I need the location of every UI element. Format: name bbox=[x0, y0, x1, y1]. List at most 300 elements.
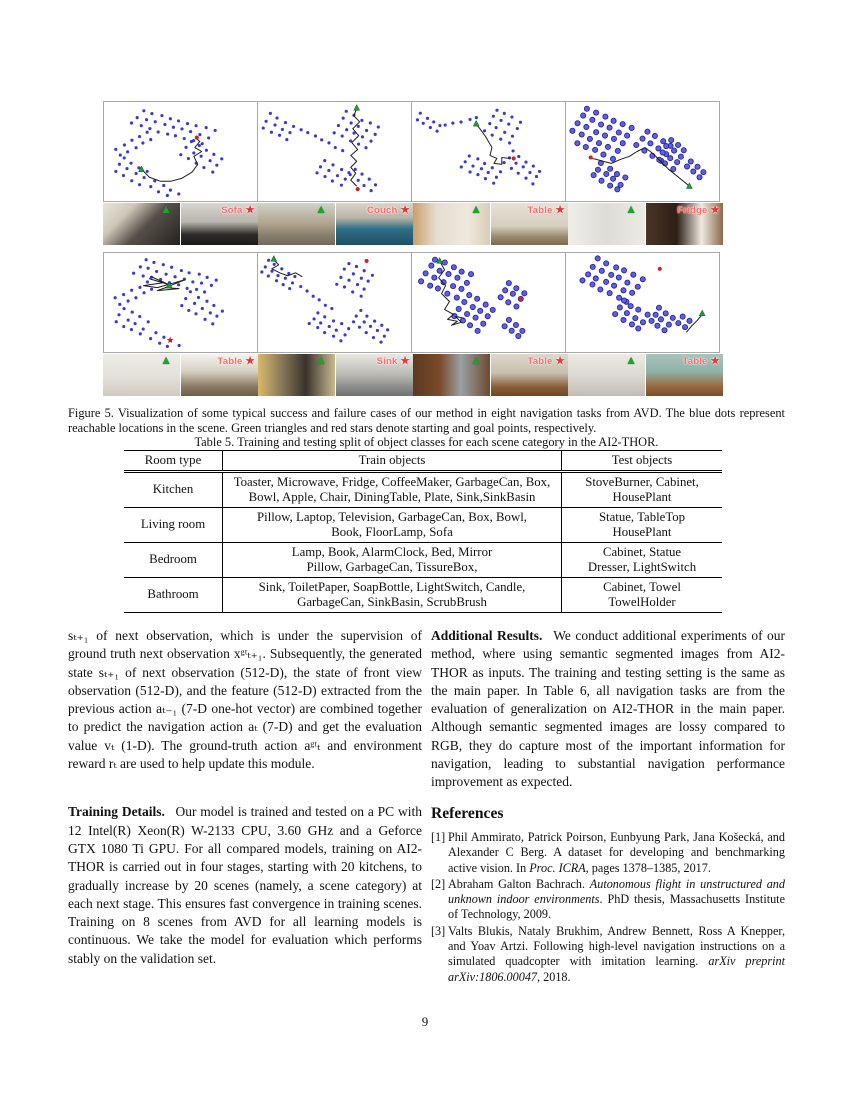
reachable-location-dot bbox=[211, 322, 214, 325]
trajectory-path bbox=[272, 260, 303, 277]
reachable-location-dot bbox=[595, 256, 600, 261]
reachable-location-dot bbox=[492, 115, 495, 118]
start-view-photo bbox=[258, 203, 335, 245]
reachable-location-dot bbox=[506, 317, 511, 322]
reachable-location-dot bbox=[423, 271, 428, 276]
reference-number: [3] bbox=[431, 923, 446, 938]
reachable-location-dot bbox=[374, 133, 377, 136]
reachable-location-dot bbox=[315, 171, 318, 174]
goal-dot-marker bbox=[658, 267, 662, 271]
reachable-location-dot bbox=[499, 138, 502, 141]
reference-italic-text: arXiv preprint arXiv:1806.00047 bbox=[448, 954, 786, 984]
reachable-location-dot bbox=[327, 141, 330, 144]
reachable-location-dot bbox=[671, 166, 676, 171]
navigation-map bbox=[566, 253, 719, 352]
reachable-location-dot bbox=[134, 322, 137, 325]
scatter-row bbox=[103, 101, 723, 202]
trajectory-path bbox=[476, 124, 510, 165]
reachable-location-dot bbox=[614, 171, 619, 176]
reachable-location-dot bbox=[276, 274, 279, 277]
left-column bbox=[68, 627, 422, 968]
reference-text: . PhD thesis, Massachusetts Institute of Technology, 2009. bbox=[448, 892, 785, 922]
page-number: 9 bbox=[421, 1014, 429, 1029]
reachable-location-dot bbox=[607, 125, 612, 130]
reachable-location-dot bbox=[480, 167, 483, 170]
reachable-location-dot bbox=[383, 335, 386, 338]
reachable-location-dot bbox=[581, 113, 586, 118]
reachable-location-dot bbox=[380, 324, 383, 327]
reachable-location-dot bbox=[617, 305, 622, 310]
reachable-location-dot bbox=[481, 321, 486, 326]
reachable-location-dot bbox=[157, 130, 160, 133]
photo-pair bbox=[103, 354, 258, 396]
reachable-location-dot bbox=[506, 300, 511, 305]
table-header-test: Test objects bbox=[562, 451, 723, 472]
reachable-location-dot bbox=[476, 157, 479, 160]
reachable-location-dot bbox=[142, 291, 145, 294]
reachable-location-dot bbox=[281, 128, 284, 131]
reachable-location-dot bbox=[198, 133, 201, 136]
reachable-location-dot bbox=[114, 148, 117, 151]
start-triangle-icon: ▲ bbox=[315, 354, 327, 367]
reachable-location-dot bbox=[186, 287, 189, 290]
reachable-location-dot bbox=[293, 275, 296, 278]
reachable-location-dot bbox=[605, 144, 610, 149]
reachable-location-dot bbox=[146, 131, 149, 134]
reachable-location-dot bbox=[347, 279, 350, 282]
reachable-location-dot bbox=[386, 328, 389, 331]
reachable-location-dot bbox=[584, 106, 589, 111]
reachable-location-dot bbox=[676, 321, 681, 326]
reachable-location-dot bbox=[150, 112, 153, 115]
reachable-location-dot bbox=[611, 176, 616, 181]
reachable-location-dot bbox=[131, 311, 134, 314]
reachable-location-dot bbox=[115, 320, 118, 323]
reachable-location-dot bbox=[625, 133, 630, 138]
goal-object-label: Table ★ bbox=[527, 355, 565, 367]
reachable-location-dot bbox=[364, 146, 367, 149]
reachable-location-dot bbox=[455, 275, 460, 280]
reachable-location-dot bbox=[624, 311, 629, 316]
reachable-location-dot bbox=[160, 114, 163, 117]
reachable-location-dot bbox=[357, 142, 360, 145]
reachable-location-dot bbox=[130, 179, 133, 182]
cell-train-objects: Lamp, Book, AlarmClock, Bed, Mirror Pillow, GarbageCan, TissureBox, bbox=[223, 542, 562, 577]
reachable-location-dot bbox=[495, 126, 498, 129]
reachable-location-dot bbox=[142, 176, 145, 179]
reachable-location-dot bbox=[166, 194, 169, 197]
goal-star-icon: ★ bbox=[400, 204, 410, 216]
reachable-location-dot bbox=[206, 276, 209, 279]
reachable-location-dot bbox=[292, 125, 295, 128]
reachable-location-dot bbox=[636, 307, 641, 312]
reachable-location-dot bbox=[369, 140, 372, 143]
reachable-location-dot bbox=[422, 122, 425, 125]
reachable-location-dot bbox=[517, 155, 520, 158]
goal-star-icon: ★ bbox=[245, 204, 255, 216]
reachable-location-dot bbox=[601, 152, 606, 157]
reachable-location-dot bbox=[192, 151, 195, 154]
reachable-location-dot bbox=[352, 272, 355, 275]
reachable-location-dot bbox=[656, 146, 661, 151]
reachable-location-dot bbox=[491, 166, 494, 169]
reachable-location-dot bbox=[323, 175, 326, 178]
reachable-location-dot bbox=[343, 285, 346, 288]
reachable-location-dot bbox=[319, 321, 322, 324]
reachable-location-dot bbox=[648, 141, 653, 146]
reachable-location-dot bbox=[340, 184, 343, 187]
reachable-location-dot bbox=[191, 280, 194, 283]
reachable-location-dot bbox=[136, 116, 139, 119]
reachable-location-dot bbox=[538, 170, 541, 173]
reachable-location-dot bbox=[507, 122, 510, 125]
reachable-location-dot bbox=[184, 146, 187, 149]
reachable-location-dot bbox=[333, 131, 336, 134]
navigation-map bbox=[566, 102, 719, 201]
reference-text: , pages 1378–1385, 2017. bbox=[585, 860, 711, 875]
scatter-panel-sink bbox=[257, 252, 412, 353]
reachable-location-dot bbox=[595, 167, 600, 172]
reachable-location-dot bbox=[178, 344, 181, 347]
trajectory-path bbox=[351, 109, 360, 186]
reachable-location-dot bbox=[123, 156, 126, 159]
reachable-location-dot bbox=[429, 263, 434, 268]
reachable-location-dot bbox=[339, 339, 342, 342]
reachable-location-dot bbox=[357, 125, 360, 128]
reachable-location-dot bbox=[343, 333, 346, 336]
reachable-location-dot bbox=[203, 318, 206, 321]
reachable-location-dot bbox=[200, 282, 203, 285]
reachable-location-dot bbox=[475, 328, 480, 333]
reachable-location-dot bbox=[678, 154, 683, 159]
reachable-location-dot bbox=[180, 269, 183, 272]
reachable-location-dot bbox=[358, 326, 361, 329]
training-details-body: Our model is trained and tested on a PC with 12 Intel(R) Xeon(R) W-2133 CPU, 3.60 GHz and a Geforce GTX 1080 Ti GPU. For all compared models, training on AI2-THOR is carried out in four stages, starting with 20 kitchens, to gradually increase by 20 scenes (namely, a scene category) at each next stage. This ensures fast convergence in training scenes. Training on 8 scenes from AVD for all learning models is continuous. We take the model for evaluation which performs stably on the validation set. bbox=[68, 804, 422, 966]
reachable-location-dot bbox=[328, 325, 331, 328]
reachable-location-dot bbox=[337, 124, 340, 127]
reachable-location-dot bbox=[484, 177, 487, 180]
reachable-location-dot bbox=[197, 296, 200, 299]
reachable-location-dot bbox=[462, 299, 467, 304]
reachable-location-dot bbox=[141, 141, 144, 144]
reachable-location-dot bbox=[122, 293, 125, 296]
reachable-location-dot bbox=[634, 142, 639, 147]
reachable-location-dot bbox=[614, 265, 619, 270]
table-5-caption: Table 5. Training and testing split of object classes for each scene category in the AI2-THOR. bbox=[194, 435, 659, 449]
goal-object-label: Table ★ bbox=[217, 355, 255, 367]
reachable-location-dot bbox=[201, 142, 204, 145]
reachable-location-dot bbox=[177, 119, 180, 122]
table-body bbox=[124, 471, 722, 612]
cell-test-objects: Statue, TableTop HousePlant bbox=[562, 507, 723, 542]
reachable-location-dot bbox=[149, 138, 152, 141]
reachable-location-dot bbox=[495, 109, 498, 112]
reachable-location-dot bbox=[359, 309, 362, 312]
reachable-location-dot bbox=[323, 159, 326, 162]
reachable-location-dot bbox=[459, 269, 464, 274]
reachable-location-dot bbox=[570, 128, 575, 133]
reachable-location-dot bbox=[520, 328, 525, 333]
reachable-location-dot bbox=[347, 327, 350, 330]
reachable-location-dot bbox=[205, 300, 208, 303]
reachable-location-dot bbox=[591, 173, 596, 178]
reachable-location-dot bbox=[475, 296, 480, 301]
reachable-location-dot bbox=[209, 159, 212, 162]
scatter-panel-table bbox=[411, 101, 566, 202]
reachable-location-dot bbox=[467, 323, 472, 328]
reference-italic-text: Proc. ICRA bbox=[529, 860, 586, 875]
reachable-location-dot bbox=[594, 130, 599, 135]
reachable-location-dot bbox=[162, 184, 165, 187]
reachable-location-dot bbox=[318, 298, 321, 301]
reachable-location-dot bbox=[275, 116, 278, 119]
reachable-location-dot bbox=[221, 310, 224, 313]
reachable-location-dot bbox=[335, 283, 338, 286]
reachable-location-dot bbox=[285, 138, 288, 141]
reachable-location-dot bbox=[370, 189, 373, 192]
reachable-location-dot bbox=[127, 318, 130, 321]
reachable-location-dot bbox=[278, 134, 281, 137]
reachable-location-dot bbox=[630, 290, 635, 295]
reachable-location-dot bbox=[371, 274, 374, 277]
reachable-location-dot bbox=[323, 315, 326, 318]
reachable-location-dot bbox=[628, 304, 633, 309]
reachable-location-dot bbox=[142, 274, 145, 277]
reachable-location-dot bbox=[658, 317, 663, 322]
reachable-location-dot bbox=[139, 332, 142, 335]
reachable-location-dot bbox=[681, 148, 686, 153]
reachable-location-dot bbox=[376, 329, 379, 332]
figure-5-caption: Figure 5. Visualization of some typical success and failure cases of our method in eight navigation tasks from AVD. The blue dots represent reachable locations in the scene. Green triangles and red stars denote starting and goal points, respectively. bbox=[68, 406, 785, 435]
navigation-map bbox=[104, 253, 257, 352]
training-details-paragraph bbox=[68, 803, 422, 968]
reachable-location-dot bbox=[188, 271, 191, 274]
reachable-location-dot bbox=[531, 182, 534, 185]
reachable-location-dot bbox=[129, 162, 132, 165]
reachable-location-dot bbox=[599, 178, 604, 183]
scatter-row bbox=[103, 252, 723, 353]
reachable-location-dot bbox=[299, 285, 302, 288]
reachable-location-dot bbox=[135, 146, 138, 149]
reachable-location-dot bbox=[214, 129, 217, 132]
reachable-location-dot bbox=[616, 130, 621, 135]
reachable-location-dot bbox=[201, 307, 204, 310]
reachable-location-dot bbox=[645, 129, 650, 134]
reachable-location-dot bbox=[635, 284, 640, 289]
reachable-location-dot bbox=[180, 127, 183, 130]
reachable-location-dot bbox=[114, 296, 117, 299]
reachable-location-dot bbox=[511, 149, 514, 152]
reachable-location-dot bbox=[653, 312, 658, 317]
reachable-location-dot bbox=[608, 183, 613, 188]
reachable-location-dot bbox=[267, 259, 270, 262]
cell-room-type: Bedroom bbox=[124, 542, 223, 577]
goal-dot-marker bbox=[195, 136, 199, 140]
reachable-location-dot bbox=[212, 153, 215, 156]
reachable-location-dot bbox=[429, 126, 432, 129]
reachable-location-dot bbox=[377, 125, 380, 128]
reachable-location-dot bbox=[300, 128, 303, 131]
reachable-location-dot bbox=[209, 311, 212, 314]
photo-pair bbox=[258, 354, 413, 396]
navigation-map bbox=[104, 102, 257, 201]
reachable-location-dot bbox=[682, 325, 687, 330]
reachable-location-dot bbox=[602, 133, 607, 138]
reachable-location-dot bbox=[465, 311, 470, 316]
reachable-location-dot bbox=[598, 287, 603, 292]
reachable-location-dot bbox=[345, 128, 348, 131]
reachable-location-dot bbox=[157, 190, 160, 193]
reachable-location-dot bbox=[620, 141, 625, 146]
reachable-location-dot bbox=[451, 265, 456, 270]
reachable-location-dot bbox=[604, 279, 609, 284]
reachable-location-dot bbox=[341, 149, 344, 152]
additional-results-body: We conduct additional experiments of our method, where using semantic segmented images from AI2-THOR as inputs. The training and testing setting is the same as the main paper. In Table 6, all navigation tasks are from the evaluation of generalization on AI2-THOR in the main paper. Although semantic segmented images are lossy compared to RGB, they do capture most of the important information for navigation, leading to substantial navigation performance improvement as expected. bbox=[431, 628, 785, 790]
figure-5 bbox=[103, 101, 723, 396]
reachable-location-dot bbox=[445, 291, 450, 296]
reachable-location-dot bbox=[127, 299, 130, 302]
reachable-location-dot bbox=[471, 164, 474, 167]
reachable-location-dot bbox=[519, 121, 522, 124]
reachable-location-dot bbox=[580, 278, 585, 283]
reachable-location-dot bbox=[369, 325, 372, 328]
references-heading: References bbox=[431, 804, 504, 822]
navigation-map bbox=[258, 102, 411, 201]
start-view-photo bbox=[258, 354, 335, 396]
reachable-location-dot bbox=[138, 135, 141, 138]
reachable-location-dot bbox=[437, 268, 442, 273]
reachable-location-dot bbox=[324, 304, 327, 307]
reachable-location-dot bbox=[174, 134, 177, 137]
reachable-location-dot bbox=[594, 110, 599, 115]
reachable-location-dot bbox=[355, 314, 358, 317]
reachable-location-dot bbox=[357, 179, 360, 182]
reference-text: Phil Ammirato, Patrick Poirson, Eunbyung Park, Jana Košecká, and Alexander C Berg. A dataset for developing and benchmarking active vision. In bbox=[448, 829, 785, 875]
goal-view-photo bbox=[491, 203, 568, 245]
reachable-location-dot bbox=[123, 143, 126, 146]
trajectory-path bbox=[142, 139, 202, 182]
reachable-location-dot bbox=[516, 333, 521, 338]
reachable-location-dot bbox=[468, 118, 471, 121]
reachable-location-dot bbox=[419, 279, 424, 284]
goal-dot-marker bbox=[589, 155, 593, 159]
reachable-location-dot bbox=[510, 167, 513, 170]
reachable-location-dot bbox=[145, 118, 148, 121]
reachable-location-dot bbox=[134, 296, 137, 299]
navigation-map bbox=[412, 253, 565, 352]
reachable-location-dot bbox=[603, 114, 608, 119]
reachable-location-dot bbox=[142, 109, 145, 112]
reachable-location-dot bbox=[169, 117, 172, 120]
reachable-location-dot bbox=[330, 307, 333, 310]
reachable-location-dot bbox=[697, 175, 702, 180]
reachable-location-dot bbox=[270, 131, 273, 134]
reachable-location-dot bbox=[640, 320, 645, 325]
reachable-location-dot bbox=[607, 291, 612, 296]
reachable-location-dot bbox=[701, 170, 706, 175]
reachable-location-dot bbox=[499, 170, 502, 173]
start-triangle-icon: ▲ bbox=[470, 354, 482, 367]
reachable-location-dot bbox=[459, 120, 462, 123]
reachable-location-dot bbox=[284, 121, 287, 124]
reachable-location-dot bbox=[340, 168, 343, 171]
photo-pair bbox=[568, 354, 723, 396]
reachable-location-dot bbox=[636, 326, 641, 331]
reachable-location-dot bbox=[428, 283, 433, 288]
photo-pair bbox=[568, 203, 723, 245]
reachable-location-dot bbox=[663, 311, 668, 316]
reachable-location-dot bbox=[645, 312, 650, 317]
reachable-location-dot bbox=[590, 117, 595, 122]
reachable-location-dot bbox=[158, 342, 161, 345]
reachable-location-dot bbox=[579, 132, 584, 137]
reachable-location-dot bbox=[467, 293, 472, 298]
reachable-location-dot bbox=[312, 317, 315, 320]
reachable-location-dot bbox=[179, 153, 182, 156]
goal-dot-marker bbox=[356, 187, 360, 191]
reachable-location-dot bbox=[260, 270, 263, 273]
reachable-location-dot bbox=[200, 155, 203, 158]
reachable-location-dot bbox=[516, 127, 519, 130]
reachable-location-dot bbox=[459, 286, 464, 291]
reachable-location-dot bbox=[363, 320, 366, 323]
goal-view-photo bbox=[336, 354, 413, 396]
reachable-location-dot bbox=[587, 136, 592, 141]
reachable-location-dot bbox=[584, 124, 589, 129]
reachable-location-dot bbox=[122, 325, 125, 328]
start-view-photo bbox=[413, 354, 490, 396]
reachable-location-dot bbox=[147, 320, 150, 323]
goal-view-photo bbox=[646, 354, 723, 396]
reachable-location-dot bbox=[166, 345, 169, 348]
scatter-panel-table bbox=[411, 252, 566, 353]
reachable-location-dot bbox=[664, 143, 669, 148]
reachable-location-dot bbox=[621, 298, 626, 303]
cell-room-type: Kitchen bbox=[124, 471, 223, 507]
start-triangle-icon: ▲ bbox=[160, 203, 172, 216]
start-triangle-icon: ▲ bbox=[625, 354, 637, 367]
reachable-location-dot bbox=[334, 146, 337, 149]
reachable-location-dot bbox=[513, 322, 518, 327]
reachable-location-dot bbox=[288, 131, 291, 134]
reachable-location-dot bbox=[352, 320, 355, 323]
reachable-location-dot bbox=[586, 272, 591, 277]
goal-view-photo bbox=[491, 354, 568, 396]
reachable-location-dot bbox=[305, 289, 308, 292]
reachable-location-dot bbox=[162, 263, 165, 266]
reachable-location-dot bbox=[347, 262, 350, 265]
start-view-photo bbox=[103, 354, 180, 396]
reference-text: Abraham Galton Bachrach. bbox=[448, 876, 590, 891]
reference-item bbox=[431, 877, 785, 923]
reachable-location-dot bbox=[365, 314, 368, 317]
reachable-location-dot bbox=[535, 175, 538, 178]
reachable-location-dot bbox=[661, 139, 666, 144]
reachable-location-dot bbox=[372, 336, 375, 339]
reachable-location-dot bbox=[367, 280, 370, 283]
reachable-location-dot bbox=[476, 173, 479, 176]
reachable-location-dot bbox=[203, 290, 206, 293]
paragraph-continuation: sₜ₊₁ of next observation, which is under the supervision of ground truth next observation xᵍᵗₜ₊₁. Subsequently, the generated state sₜ₊₁ of next observation (512-D), the state of front view observation (512-D), and the feature (512-D) extracted from the previous action aₜ₋₁ (7-D one-hot vector) are combined together to predict the navigation action aₜ (7-D) and get the evaluation value vₜ (1-D). The ground-truth action aᵍᵗₜ and environment reward rₜ are used to help update this module. bbox=[68, 628, 422, 772]
reachable-location-dot bbox=[468, 154, 471, 157]
table-5 bbox=[124, 450, 722, 613]
start-triangle-marker bbox=[686, 183, 692, 189]
reachable-location-dot bbox=[189, 130, 192, 133]
photo-row bbox=[103, 203, 723, 245]
reference-item bbox=[431, 830, 785, 876]
start-triangle-marker bbox=[473, 120, 479, 126]
reachable-location-dot bbox=[360, 295, 363, 298]
